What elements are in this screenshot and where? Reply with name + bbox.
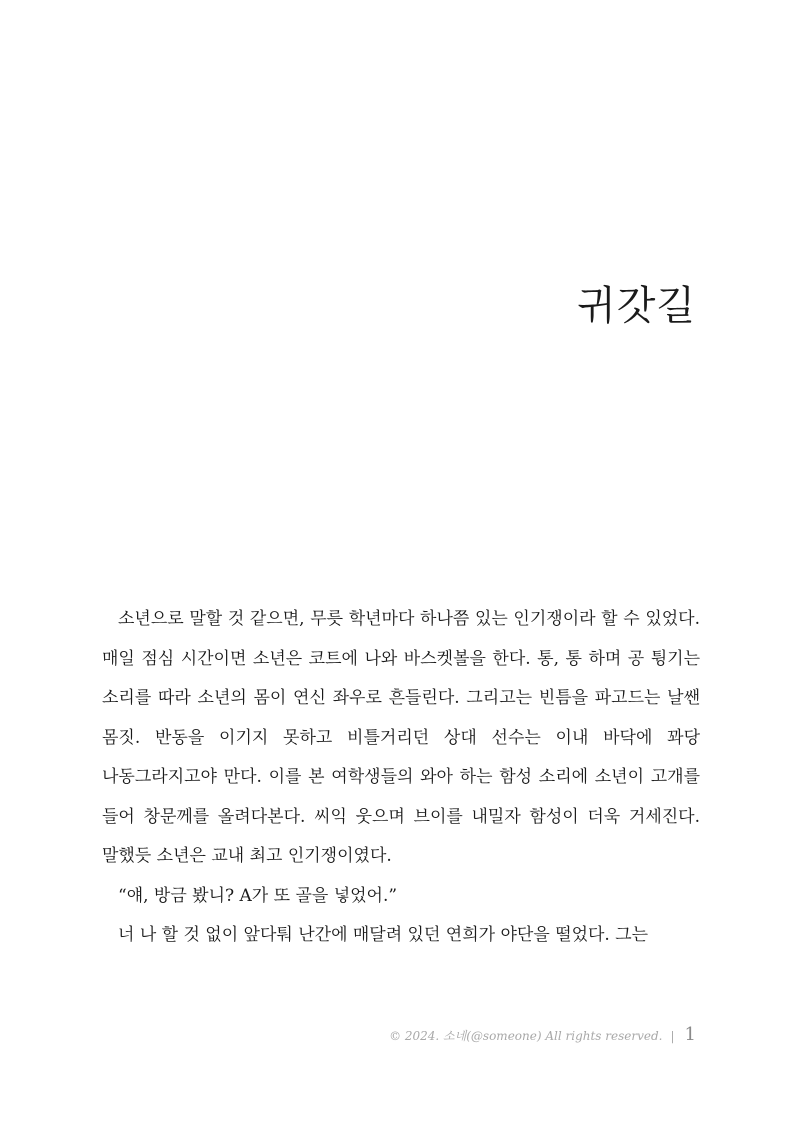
dialogue-paragraph: “얘, 방금 봤니? A가 또 골을 넣었어.” <box>118 885 398 906</box>
page-footer <box>389 1024 696 1045</box>
paragraph: 소년으로 말할 것 같으면, 무릇 학년마다 하나쯤 있는 인기쟁이라 할 수 있었다. 매일 점심 시간이면 소년은 코트에 나와 바스켓볼을 한다. 통, 통 하며 공 튕기는 소리를 따라 소년의 몸이 연신 좌우로 흔들린다. 그리고는 빈틈을 파고드는 날쌘 몸짓. 반동을 이기지 못하고 비틀거리던 상대 선수는 이내 바닥에 꽈당 나동그라지고야 만다. 이를 본 여학생들의 와아 하는 함성 소리에 소년이 고개를 들어 창문께를 올려다본다. 씨익 웃으며 브이를 내밀자 함성이 더욱 거세진다. 말했듯 소년은 교내 최고 인기쟁이였다. <box>102 609 700 866</box>
footer-separator: | <box>670 1029 675 1043</box>
paragraph: 너 나 할 것 없이 앞다퉈 난간에 매달려 있던 연희가 야단을 떨었다. 그는 <box>118 925 649 945</box>
chapter-title: 귀갓길 <box>577 283 696 329</box>
copyright-notice: © 2024. 소네(@someone) All rights reserved. <box>389 1029 663 1043</box>
page-number: 1 <box>684 1024 696 1045</box>
body-text <box>102 600 700 956</box>
